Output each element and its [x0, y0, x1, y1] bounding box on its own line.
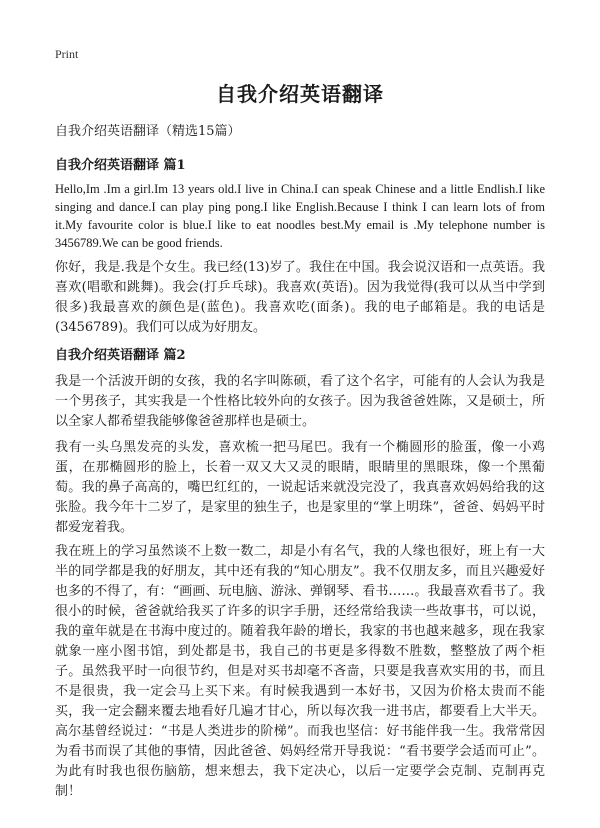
paragraph-chinese-translation: 你好，我是.我是个女生。我已经(13)岁了。我住在中国。我会说汉语和一点英语。我喜欢(唱歌和跳舞)。我会(打乒乓球)。我喜欢(英语)。因为我觉得(我可以从当中学到很多)我最喜欢的颜色是(蓝色)。我喜欢吃(面条)。我的电子邮箱是。我的电话是 (3456789)。我们可以成为好朋友。	[55, 260, 545, 335]
print-link[interactable]: Print	[55, 47, 79, 61]
section-heading-2: 自我介绍英语翻译 篇2	[55, 348, 186, 363]
paragraph-hobbies: 我在班上的学习虽然谈不上数一数二，却是小有名气，我的人缘也很好，班上有一大半的同学都是我的好朋友，其中还有我的“知心朋友”。我不仅朋友多，而且兴趣爱好也多的不得了，有：“画画、玩电脑、游泳、弹钢琴、看书……。我最喜欢看书了。我很小的时候，爸爸就给我买了许多的识字手册，还经常给我读一些故事书，可以说，我的童年就是在书海中度过的。随着我年龄的增长，我家的书也越来越多，现在我家就象一座小图书馆，到处都是书，我自己的书更是多得数不胜数，整整放了两个柜子。虽然我平时一向很节约，但是对买书却毫不吝啬，只要是我喜欢实用的书，而且不是很贵，我一定会马上买下来。有时候我遇到一本好书，又因为价格太贵而不能买，我一定会翻来覆去地看好几遍才甘心，所以每次我一进书店，都要看上大半天。高尔基曾经说过：“书是人类进步的阶梯”。而我也坚信：好书能伴我一生。我常常因为看书而误了其他的事情，因此爸爸、妈妈经常开导我说：“看书要学会适而可止”。为此有时我也很伤脑筋，想来想去，我下定决心，以后一定要学会克制、克制再克制！	[55, 544, 545, 799]
document-subtitle: 自我介绍英语翻译（精选15篇）	[55, 124, 241, 139]
paragraph-name-intro: 我是一个活波开朗的女孩，我的名字叫陈硕，看了这个名字，可能有的人会认为我是一个男孩子，其实我是一个性格比较外向的女孩子。因为我爸爸姓陈，又是硕士，所以全家人都希望我能够像爸爸那样也是硕士。	[55, 374, 545, 429]
page-title: 自我介绍英语翻译	[216, 82, 384, 106]
paragraph-appearance: 我有一头乌黑发亮的头发，喜欢梳一把马尾巴。我有一个椭圆形的脸蛋，像一小鸡蛋，在那椭圆形的脸上，长着一双又大又灵的眼睛，眼睛里的黑眼珠，像一个黑葡萄。我的鼻子高高的，嘴巴红红的，一说起话来就没完没了，我真喜欢妈妈给我的这张脸。我今年十二岁了，是家里的独生子，也是家里的“掌上明珠”，爸爸、妈妈平时都爱宠着我。	[55, 440, 545, 535]
section-heading-1: 自我介绍英语翻译 篇1	[55, 158, 186, 173]
paragraph-english-intro: Hello,Im .Im a girl.Im 13 years old.I live in China.I can speak Chinese and a little Endlish.I like singing and dance.I can play ping pong.I like English.Because I think I can learn lots of from it.My favourite color is blue.I like to eat noodles best.My email is .My telephone number is 3456789.We can be good friends.	[55, 182, 545, 250]
